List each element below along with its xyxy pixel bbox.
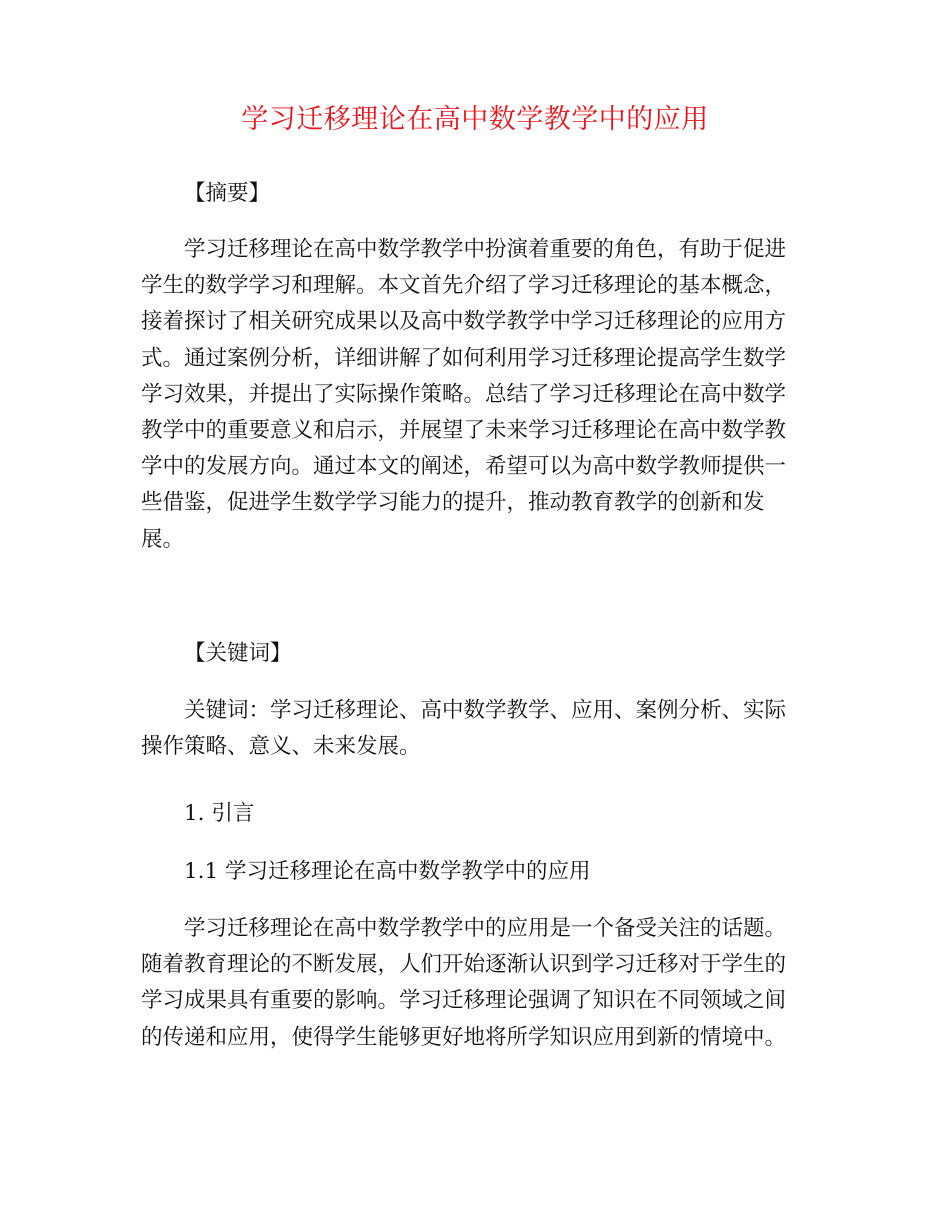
abstract-heading: 【摘要】: [184, 181, 271, 206]
document-title: 学习迁移理论在高中数学教学中的应用: [241, 104, 709, 135]
keywords-heading: 【关键词】: [184, 641, 292, 666]
section-1-1-body: 学习迁移理论在高中数学教学中的应用是一个备受关注的话题。随着教育理论的不断发展，人们开始逐渐认识到学习迁移对于学生的学习成果具有重要的影响。学习迁移理论强调了知识在不同领域之间的传递和应用，使得学生能够更好地将所学知识应用到新的情境中。: [141, 916, 787, 1050]
keywords-body: 关键词：学习迁移理论、高中数学教学、应用、案例分析、实际操作策略、意义、未来发展。: [141, 698, 787, 760]
section-1-1-heading: 1.1 学习迁移理论在高中数学教学中的应用: [184, 859, 591, 884]
abstract-body: 学习迁移理论在高中数学教学中扮演着重要的角色，有助于促进学生的数学学习和理解。本文首先介绍了学习迁移理论的基本概念，接着探讨了相关研究成果以及高中数学教学中学习迁移理论的应用方式。通过案例分析，详细讲解了如何利用学习迁移理论提高学生数学学习效果，并提出了实际操作策略。总结了学习迁移理论在高中数学教学中的重要意义和启示，并展望了未来学习迁移理论在高中数学教学中的发展方向。通过本文的阐述，希望可以为高中数学教师提供一些借鉴，促进学生数学学习能力的提升，推动教育教学的创新和发展。: [141, 237, 787, 552]
section-1-heading: 1. 引言: [184, 801, 255, 826]
